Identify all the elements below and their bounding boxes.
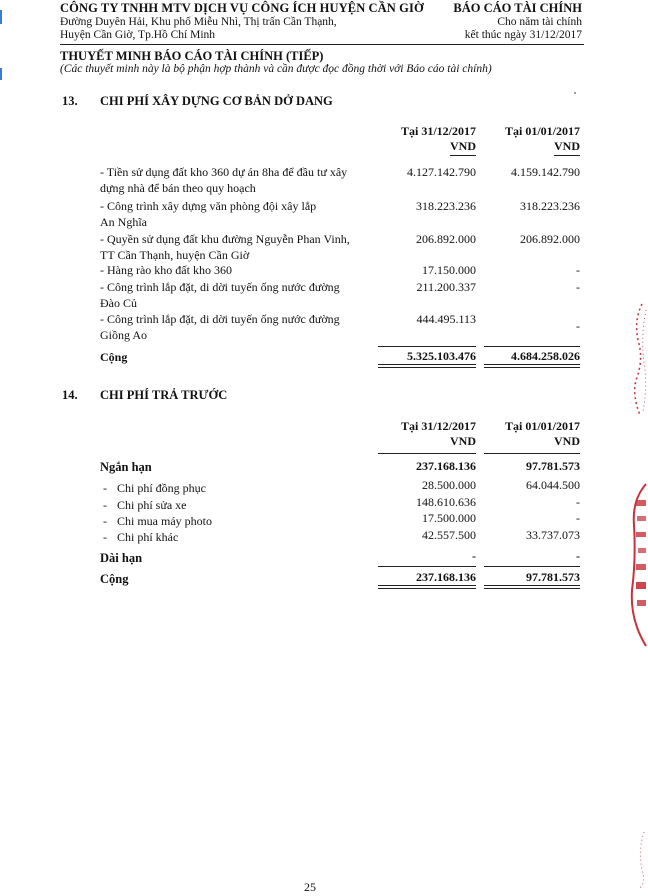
s13-col1-unit: VND [450, 139, 476, 156]
s13-row-label-line: dựng nhà để bán theo quy hoạch [100, 181, 256, 195]
s13-row-label-line: TT Cần Thạnh, huyện Cần Giờ [100, 248, 250, 262]
notes-subtitle: (Các thuyết minh này là bộ phận hợp thành và cần được đọc đồng thời với Báo cáo tài chính) [60, 63, 492, 75]
seal-glyph [636, 564, 646, 570]
s14-item-opening: - [576, 511, 580, 525]
s13-total-opening: 4.684.258.026 [511, 349, 580, 363]
seal-glyph [637, 600, 646, 606]
s14-item-opening: 64.044.500 [526, 478, 580, 492]
s14-col1-header [401, 419, 476, 450]
header-left [60, 2, 424, 43]
s14-item-2017: 148.610.636 [416, 495, 476, 509]
edge-mark [0, 10, 2, 24]
s13-row-value-opening: 318.223.236 [520, 199, 580, 213]
scan-speck [574, 92, 576, 94]
s13-row-label-line: - Công trình lắp đặt, di dời tuyến ống nước đường [100, 280, 340, 294]
seal-arc [635, 304, 642, 415]
s13-row-value-opening: - [576, 263, 580, 277]
s13-col1-date: Tại 31/12/2017 [400, 124, 476, 138]
s14-item-2017: 42.557.500 [422, 528, 476, 542]
company-address-line1: Đường Duyên Hải, Khu phố Miễu Nhì, Thị trấn Cần Thạnh, [60, 15, 337, 28]
list-bullet: - [103, 481, 107, 495]
s13-row-label [100, 164, 372, 196]
s14-col2-header [505, 419, 580, 450]
s13-col2-date: Tại 01/01/2017 [504, 124, 580, 138]
s13-row-value-opening: - [576, 280, 580, 294]
s13-row-label [100, 262, 372, 278]
s13-row-label-line: - Hàng rào kho đất kho 360 [100, 263, 232, 277]
s13-total-label: Cộng [100, 350, 128, 364]
s13-row-label-line: - Công trình xây dựng văn phòng đội xây lắp [100, 199, 317, 213]
notes-title: THUYẾT MINH BÁO CÁO TÀI CHÍNH (TIẾP) [60, 49, 324, 63]
seal-arc [640, 832, 644, 888]
s13-row-value-2017: 17.150.000 [422, 263, 476, 277]
edge-mark [0, 68, 2, 80]
s13-row-label [100, 198, 372, 230]
s13-total-2017: 5.325.103.476 [407, 349, 476, 363]
seal-glyph [637, 516, 646, 521]
section-14-title: CHI PHÍ TRẢ TRƯỚC [100, 388, 228, 402]
s13-row-label-line: An Nghĩa [100, 215, 147, 229]
seal-glyph [636, 582, 646, 589]
section-13-number: 13. [62, 94, 78, 108]
s14-short-term-opening: 97.781.573 [526, 459, 580, 473]
s14-col2-date: Tại 01/01/2017 [504, 419, 580, 433]
report-title: BÁO CÁO TÀI CHÍNH [453, 1, 582, 15]
s14-item-2017: 28.500.000 [422, 478, 476, 492]
s14-header-rule [484, 453, 580, 454]
s14-col1-date: Tại 31/12/2017 [400, 419, 476, 433]
s14-col1-unit: VND [450, 434, 476, 448]
s14-item-opening: - [576, 495, 580, 509]
s14-short-term-2017: 237.168.136 [416, 459, 476, 473]
s13-row-label-line: - Tiền sử dụng đất kho 360 dự án 8ha để đầu tư xây [100, 165, 348, 179]
s13-row-value-opening: 4.159.142.790 [511, 165, 580, 179]
s13-total-rule [484, 346, 580, 347]
s14-header-rule [378, 453, 476, 454]
s13-row-label-line: Đào Củ [100, 296, 137, 310]
s14-total-rule [378, 566, 476, 567]
s14-total-label: Cộng [100, 572, 129, 586]
s14-item-2017: 17.500.000 [422, 511, 476, 525]
report-period-line2: kết thúc ngày 31/12/2017 [464, 29, 582, 41]
report-period-line1: Cho năm tài chính [497, 15, 582, 28]
list-bullet: - [103, 514, 107, 528]
s13-row-label-line: Giồng Ao [100, 328, 148, 342]
s14-total-double-rule [378, 585, 476, 589]
list-bullet: - [103, 530, 107, 544]
section-13-title: CHI PHÍ XÂY DỰNG CƠ BẢN DỞ DANG [100, 94, 333, 108]
s14-long-term-opening: - [576, 549, 580, 563]
s13-row-label [100, 311, 372, 343]
seal-fragment-top [628, 300, 648, 420]
s13-col1-header [401, 124, 476, 156]
s13-row-label [100, 231, 372, 263]
s14-item-label: Chi phí sửa xe [117, 498, 187, 512]
header-divider [60, 44, 584, 45]
seal-glyph [636, 532, 646, 537]
page-number: 25 [304, 880, 316, 894]
s13-row-label-line: - Công trình lắp đặt, di dời tuyến ống nước đường [100, 312, 340, 326]
seal-fragment-bottom [626, 480, 648, 650]
company-address-line2: Huyện Cần Giờ, Tp.Hồ Chí Minh [60, 29, 216, 41]
s14-short-term-label: Ngắn hạn [100, 460, 152, 474]
s13-row-value-2017: 4.127.142.790 [407, 165, 476, 179]
s14-long-term-2017: - [472, 549, 476, 563]
header-right [453, 2, 582, 43]
s14-item-label: Chi phí đồng phục [117, 481, 206, 495]
company-name: CÔNG TY TNHH MTV DỊCH VỤ CÔNG ÍCH HUYỆN CẦN GIỜ [60, 1, 424, 15]
s13-total-double-rule [378, 364, 476, 368]
s14-total-2017: 237.168.136 [416, 570, 476, 584]
seal-fragment-corner [632, 830, 648, 890]
s13-total-rule [378, 346, 476, 347]
s13-total-double-rule [484, 364, 580, 368]
s13-row-label [100, 279, 372, 311]
seal-glyph [638, 548, 646, 553]
seal-glyph [636, 500, 646, 506]
s13-row-value-2017: 444.495.113 [416, 312, 476, 326]
s14-item-label: Chi phí khác [117, 530, 179, 544]
s14-total-double-rule [484, 585, 580, 589]
s14-total-rule [484, 566, 580, 567]
s13-col2-header [505, 124, 580, 156]
s14-item-opening: 33.737.073 [526, 528, 580, 542]
s13-row-label-line: - Quyền sử dụng đất khu đường Nguyễn Phan Vinh, [100, 232, 350, 246]
s14-long-term-label: Dài hạn [100, 551, 143, 565]
s14-total-opening: 97.781.573 [526, 570, 580, 584]
s13-row-value-opening: - [576, 319, 580, 333]
s13-row-value-opening: 206.892.000 [520, 232, 580, 246]
s13-row-value-2017: 211.200.337 [416, 280, 476, 294]
section-14-number: 14. [62, 388, 78, 402]
s13-row-value-2017: 206.892.000 [416, 232, 476, 246]
list-bullet: - [103, 498, 107, 512]
s14-item-label: Chi mua máy photo [117, 514, 212, 528]
seal-arc [643, 310, 646, 412]
s13-row-value-2017: 318.223.236 [416, 199, 476, 213]
s14-col2-unit: VND [554, 434, 580, 448]
s13-col2-unit: VND [554, 139, 580, 156]
